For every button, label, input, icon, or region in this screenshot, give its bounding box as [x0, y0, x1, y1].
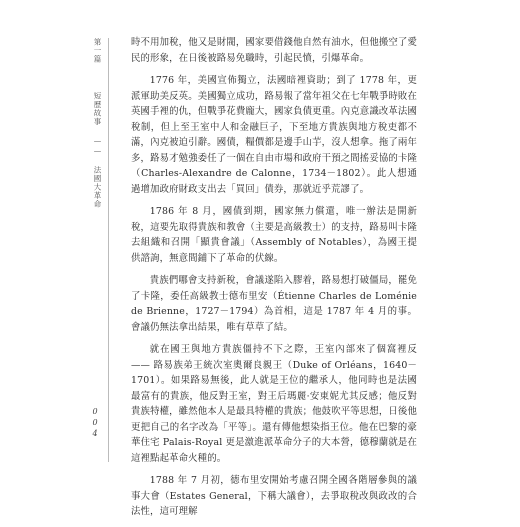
- page-number: [90, 406, 100, 439]
- margin-divider: [108, 38, 109, 462]
- paragraph: 1788 年 7 月初，德布里安開始考慮召開全國各階層參與的議事大會（Estates General，下稱大議會），去爭取稅改與政改的合法性，這可理解: [131, 475, 417, 517]
- paragraph: 貴族們哪會支持新稅，會議遂陷入膠着，路易想打破僵局，罷免了卡隆，委任高級教士德布里安（Étienne Charles de Loménie de Brienne，1727－1794）為首相，這是 1787 年 4 月的事。會議仍無法拿出結果，唯有草草了結。: [131, 275, 417, 333]
- paragraph: 就在國王與地方貴族僵持不下之際，王室內部來了個窩裡反 —— 路易族弟王統次室奧爾良親王（Duke of Orléans，1640－1701）。如果路易無後，此人就是王位的繼承人，他同時也是法國最富有的貴族，他反對王室，對王后瑪麗·安東妮尤其反感；他反對貴族特權，雖然他本人是最具特權的貴族；他鼓吹平等思想，日後他更把自己的名字改為「平等」。還有傳他想染指王位。他在巴黎的豪華住宅 Palais-Royal 更是激進派革命分子的大本營，德穆蘭就是在這裡點起革命火種的。: [131, 344, 417, 464]
- paragraph: 時不用加稅，他又是財閥，國家要借錢他自然有油水，但他搬空了愛民的形象，在日後被路易免職時，引起民憤，引爆革命。: [131, 37, 417, 64]
- running-head-chapter: 第一篇: [93, 38, 102, 64]
- running-head-topic: 法國大革命: [93, 166, 102, 209]
- running-head: [88, 38, 102, 209]
- running-head-dash: ——: [93, 136, 102, 156]
- body-text: [131, 35, 417, 527]
- page-number-digit: 4: [92, 429, 98, 438]
- page-number-digit: 0: [92, 407, 98, 416]
- paragraph: 1786 年 8 月，國債到期，國家無力償還，唯一辦法是開新稅，這要先取得貴族和教會（主要是高級教士）的支持，路易叫卡隆去組織和召開「顯貴會議」（Assembly of Notables），為國王提供諮詢，無意間鋪下了革命的伏線。: [131, 206, 417, 264]
- running-head-section: 短歷故事: [93, 92, 102, 126]
- page-number-digit: 0: [92, 418, 98, 427]
- running-head-separator: [93, 74, 102, 83]
- paragraph: 1776 年，美國宣佈獨立，法國暗裡資助；到了 1778 年，更派軍助美反英。美國獨立成功，路易報了當年祖父在七年戰爭時敗在英國手裡的仇，但戰爭花費龐大，國家負債更重。內克意識改革法國稅制，但上至王室中人和金融巨子，下至地方貴族與地方稅吏都不滿，內克被迫引辭。國債，糧價都是邊手山芋，沒人想拿。拖了兩年多，路易才勉強委任了一個在自由市場和政府干預之間搖妥協的卡隆（Charles-Alexandre de Calonne，1734－1802）。此人想通過增加政府財政支出去「買回」債券，那就近乎荒謬了。: [131, 75, 417, 195]
